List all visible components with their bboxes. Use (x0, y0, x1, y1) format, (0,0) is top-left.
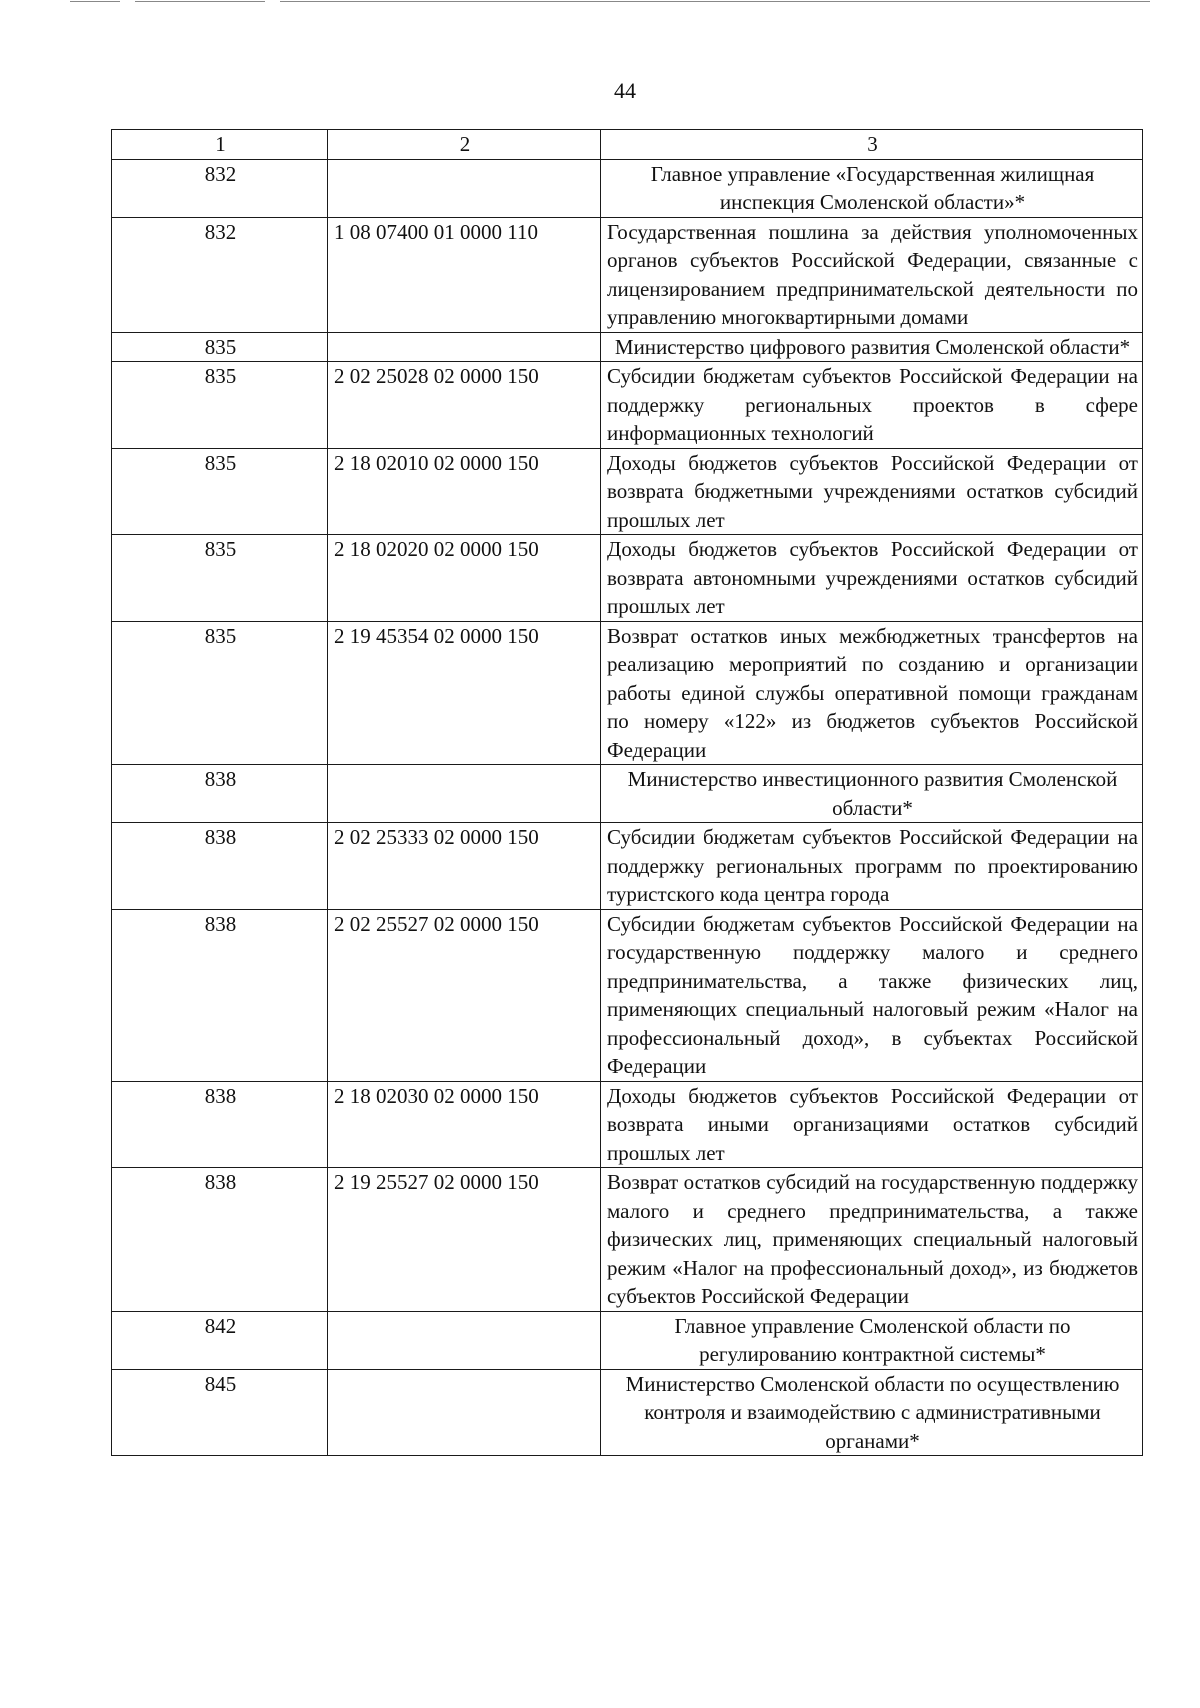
revenue-code-cell: 2 02 25333 02 0000 150 (328, 823, 601, 910)
table-row (112, 362, 1143, 449)
table-body (112, 159, 1143, 1456)
admin-code-cell: 835 (112, 362, 328, 449)
table-row (112, 332, 1143, 362)
table-row (112, 217, 1143, 332)
admin-code-cell: 845 (112, 1369, 328, 1456)
table-row (112, 159, 1143, 217)
admin-code-cell: 832 (112, 159, 328, 217)
revenue-code-cell (328, 332, 601, 362)
table-row (112, 1168, 1143, 1312)
table-row (112, 1369, 1143, 1456)
revenue-code-cell: 2 19 45354 02 0000 150 (328, 621, 601, 765)
revenue-code-cell: 2 18 02010 02 0000 150 (328, 448, 601, 535)
administrator-name-cell: Главное управление «Государственная жилищная инспекция Смоленской области»* (601, 159, 1143, 217)
revenue-code-cell: 2 02 25028 02 0000 150 (328, 362, 601, 449)
table-header-row (112, 130, 1143, 160)
administrator-name-cell: Главное управление Смоленской области по регулированию контрактной системы* (601, 1311, 1143, 1369)
admin-code-cell: 838 (112, 1168, 328, 1312)
revenue-code-cell (328, 1369, 601, 1456)
revenue-description-cell: Субсидии бюджетам субъектов Российской Федерации на государственную поддержку малого и среднего предпринимательства, а также физических лиц, применяющих специальный налоговый режим «Налог на профессиональный доход», в субъектах Российской Федерации (601, 909, 1143, 1081)
administrator-name-cell: Министерство цифрового развития Смоленской области* (601, 332, 1143, 362)
admin-code-cell: 835 (112, 535, 328, 622)
page-number: 44 (614, 78, 636, 103)
scan-top-rule (0, 0, 1200, 4)
header-col-1: 1 (112, 130, 328, 160)
admin-code-cell: 838 (112, 1081, 328, 1168)
revenue-codes-table (111, 129, 1143, 1456)
revenue-description-cell: Возврат остатков иных межбюджетных трансфертов на реализацию мероприятий по созданию и организации работы единой службы оперативной помощи гражданам по номеру «122» из бюджетов субъектов Российской Федерации (601, 621, 1143, 765)
revenue-code-cell (328, 1311, 601, 1369)
revenue-description-cell: Субсидии бюджетам субъектов Российской Федерации на поддержку региональных проектов в сфере информационных технологий (601, 362, 1143, 449)
table-row (112, 621, 1143, 765)
revenue-description-cell: Доходы бюджетов субъектов Российской Федерации от возврата автономными учреждениями остатков субсидий прошлых лет (601, 535, 1143, 622)
admin-code-cell: 838 (112, 909, 328, 1081)
table-row (112, 765, 1143, 823)
revenue-code-cell (328, 159, 601, 217)
administrator-name-cell: Министерство инвестиционного развития Смоленской области* (601, 765, 1143, 823)
admin-code-cell: 838 (112, 765, 328, 823)
header-col-2: 2 (328, 130, 601, 160)
revenue-code-cell: 2 19 25527 02 0000 150 (328, 1168, 601, 1312)
administrator-name-cell: Министерство Смоленской области по осуществлению контроля и взаимодействию с административными органами* (601, 1369, 1143, 1456)
table-row (112, 1081, 1143, 1168)
table-row (112, 1311, 1143, 1369)
table-row (112, 448, 1143, 535)
table-row (112, 823, 1143, 910)
admin-code-cell: 842 (112, 1311, 328, 1369)
admin-code-cell: 838 (112, 823, 328, 910)
admin-code-cell: 832 (112, 217, 328, 332)
revenue-code-cell: 2 18 02020 02 0000 150 (328, 535, 601, 622)
revenue-code-cell: 2 18 02030 02 0000 150 (328, 1081, 601, 1168)
admin-code-cell: 835 (112, 621, 328, 765)
revenue-description-cell: Субсидии бюджетам субъектов Российской Федерации на поддержку региональных программ по проектированию туристского кода центра города (601, 823, 1143, 910)
revenue-description-cell: Государственная пошлина за действия уполномоченных органов субъектов Российской Федерации, связанные с лицензированием предпринимательской деятельности по управлению многоквартирными домами (601, 217, 1143, 332)
revenue-code-cell: 1 08 07400 01 0000 110 (328, 217, 601, 332)
revenue-description-cell: Доходы бюджетов субъектов Российской Федерации от возврата бюджетными учреждениями остатков субсидий прошлых лет (601, 448, 1143, 535)
revenue-code-cell: 2 02 25527 02 0000 150 (328, 909, 601, 1081)
table-row (112, 909, 1143, 1081)
header-col-3: 3 (601, 130, 1143, 160)
revenue-description-cell: Возврат остатков субсидий на государственную поддержку малого и среднего предпринимательства, а также физических лиц, применяющих специальный налоговый режим «Налог на профессиональный доход», из бюджетов субъектов Российской Федерации (601, 1168, 1143, 1312)
revenue-description-cell: Доходы бюджетов субъектов Российской Федерации от возврата иными организациями остатков субсидий прошлых лет (601, 1081, 1143, 1168)
admin-code-cell: 835 (112, 448, 328, 535)
table-row (112, 535, 1143, 622)
admin-code-cell: 835 (112, 332, 328, 362)
revenue-code-cell (328, 765, 601, 823)
